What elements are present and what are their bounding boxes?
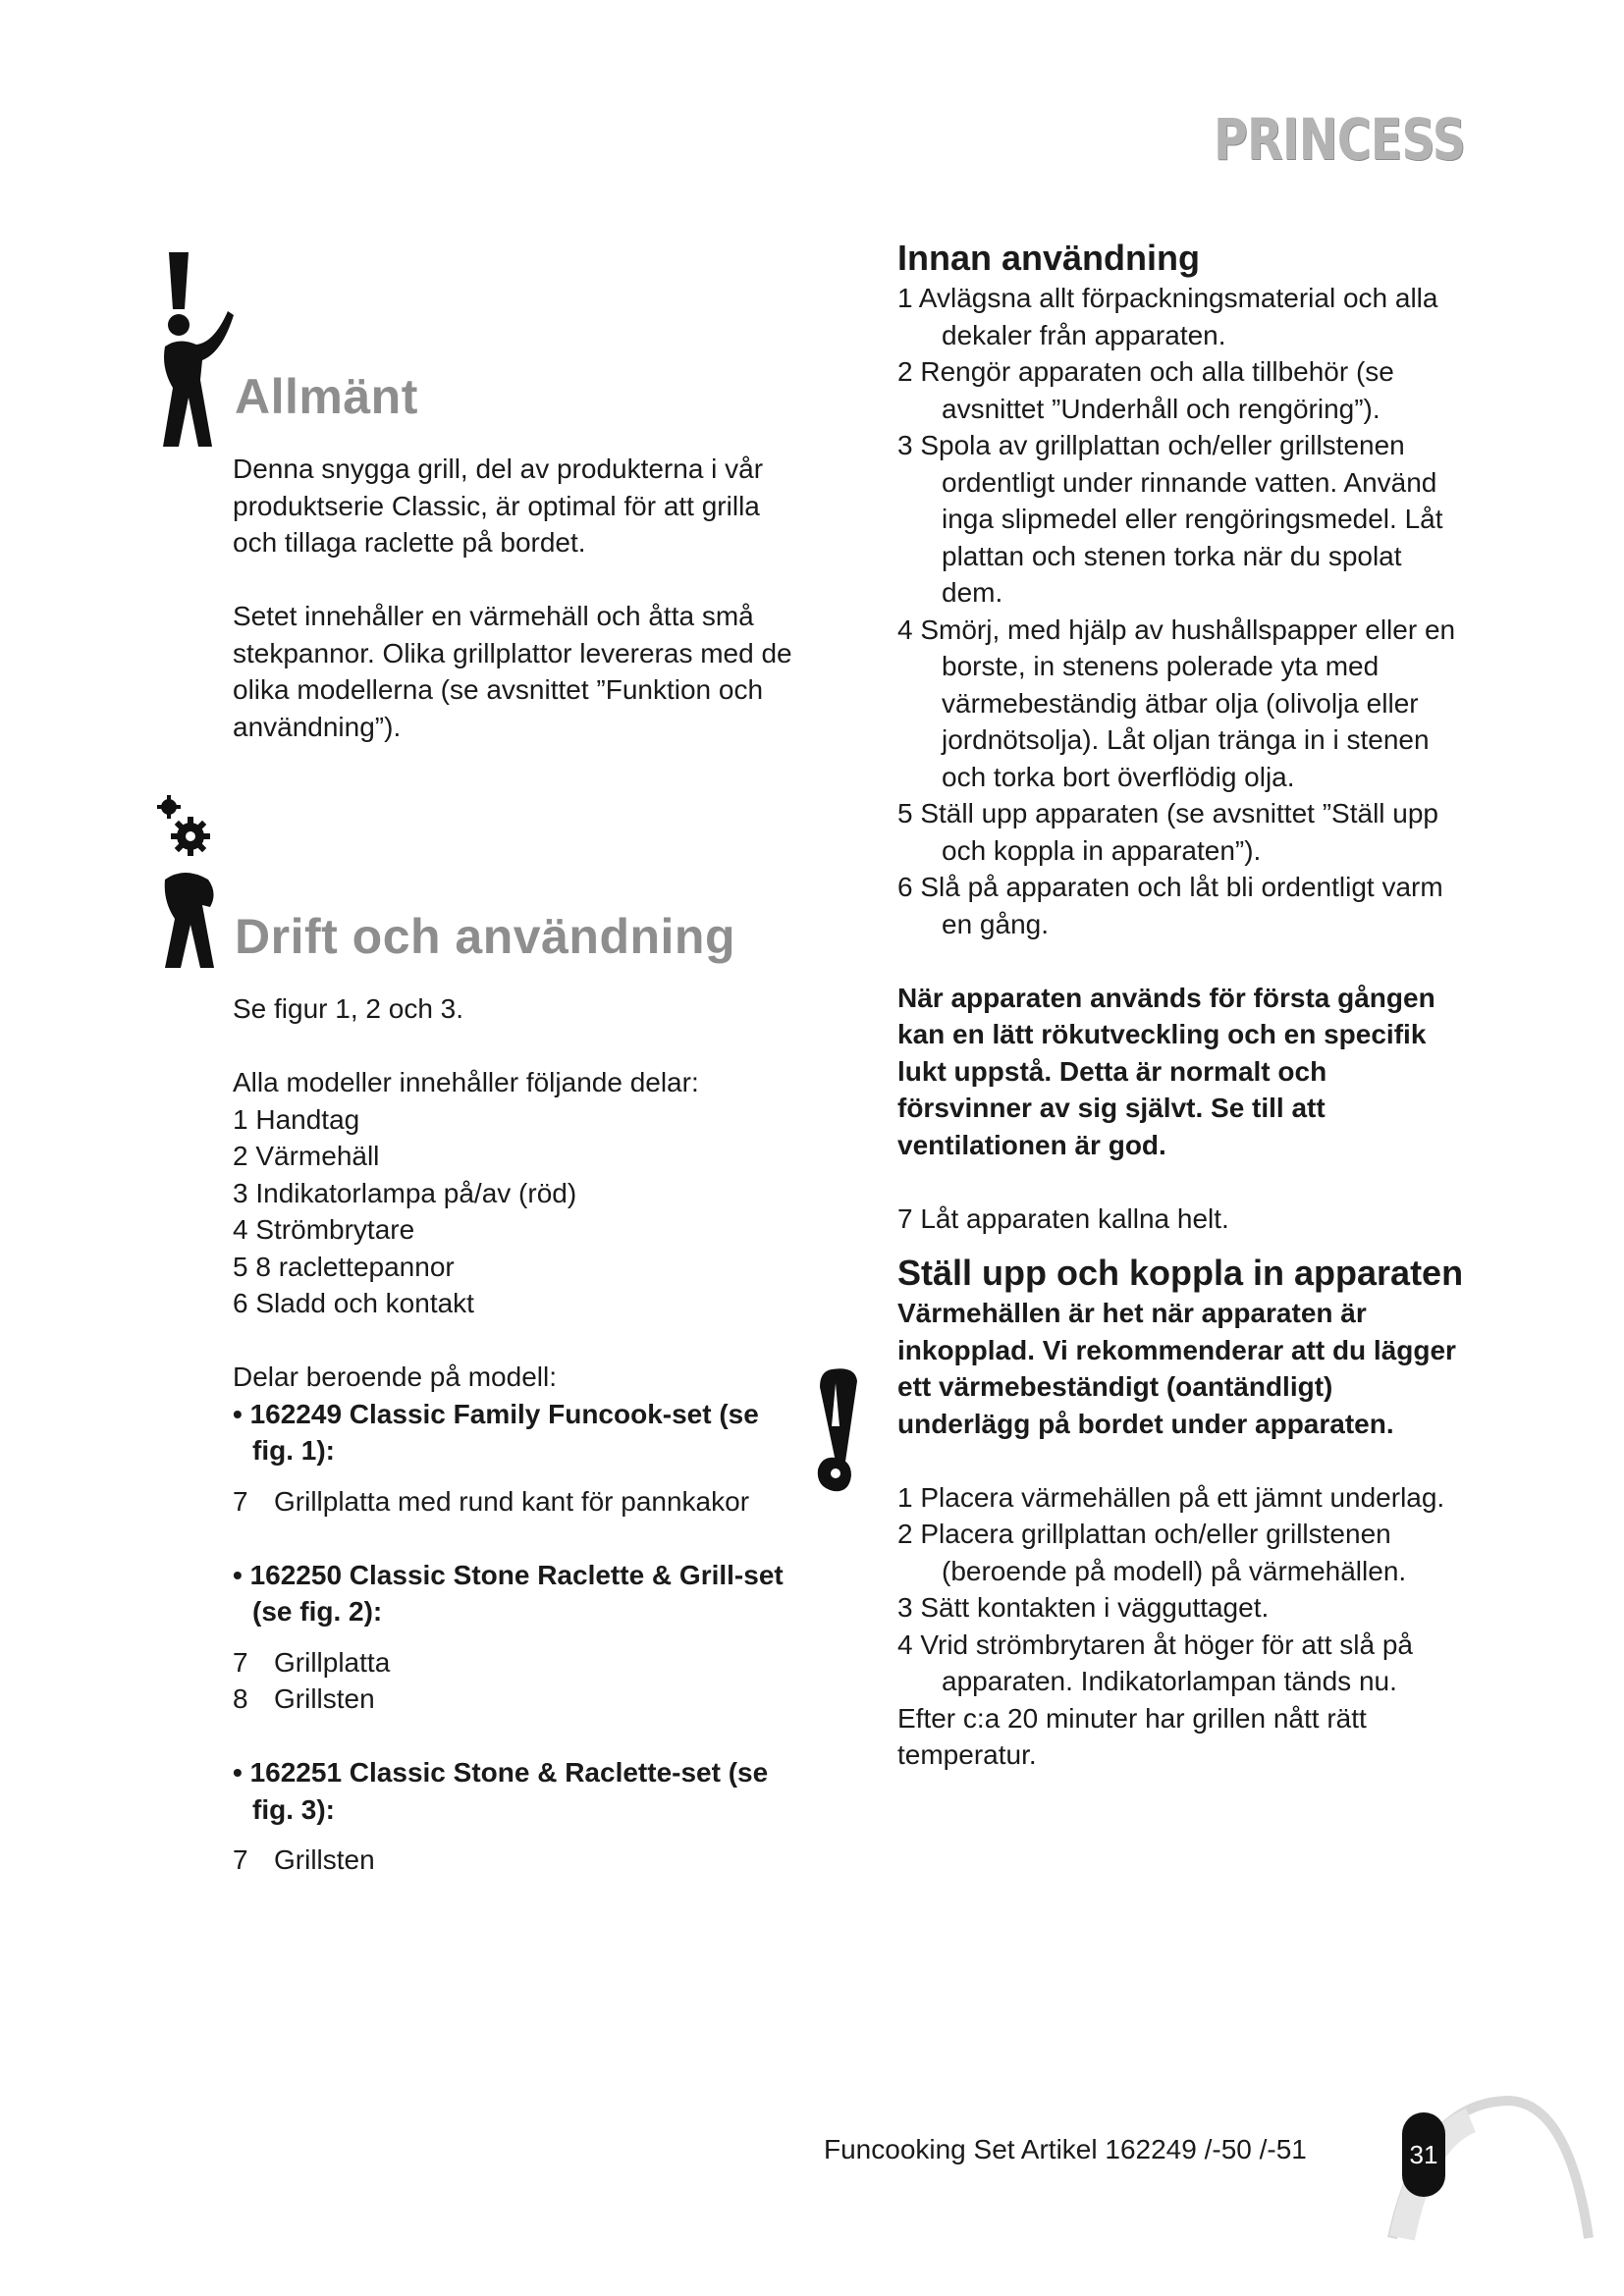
closing-text: Efter c:a 20 minuter har grillen nått rätt temperatur.: [897, 1702, 1367, 1770]
parts-intro: Alla modeller innehåller följande delar:: [233, 1067, 699, 1097]
section-heading-innan: Innan användning: [897, 238, 1201, 278]
innan-section: [897, 236, 1467, 1774]
allmant-body: [233, 451, 802, 745]
list-item: 3 Spola av grillplattan och/eller grillstenen ordentligt under rinnande vatten. Använd inga slipmedel eller rengöringsmedel. Låt plattan och stenen torka när du spolat dem.: [897, 430, 1443, 608]
list-item: 3 Indikatorlampa på/av (röd): [233, 1177, 577, 1208]
section-heading-allmant: Allmänt: [235, 369, 418, 424]
page-number-value: 31: [1409, 2139, 1438, 2169]
list-item: 1 Placera värmehällen på ett jämnt underlag.: [897, 1481, 1445, 1513]
model-part: [233, 1681, 802, 1718]
information-person-icon: [157, 250, 236, 452]
model-part: [233, 1483, 802, 1521]
model-part-text: Grillsten: [274, 1844, 375, 1875]
drift-body: [233, 990, 802, 1879]
list-item: 1 Handtag: [233, 1103, 360, 1135]
model-title: • 162249 Classic Family Funcook-set (se fig. 1):: [233, 1398, 759, 1466]
section-heading-drift: Drift och användning: [235, 909, 735, 964]
gear-person-icon: [155, 795, 234, 972]
list-item: 6 Slå på apparaten och låt bli ordentligt varm en gång.: [897, 872, 1443, 939]
list-item: 4 Strömbrytare: [233, 1214, 415, 1245]
list-item: 2 Värmehäll: [233, 1141, 380, 1171]
list-item: 4 Smörj, med hjälp av hushållspapper eller en borste, in stenens polerade yta med värmebeständig ätbar olja (olivolja eller jordnötsolja). Låt oljan tränga in i stenen och torka bort överflödig olja.: [897, 614, 1456, 792]
list-item: 3 Sätt kontakten i vägguttaget.: [897, 1592, 1270, 1623]
list-item: 5 Ställ upp apparaten (se avsnittet ”Ställ upp och koppla in apparaten”).: [897, 798, 1439, 866]
parts-list: [233, 1101, 802, 1322]
model-part: [233, 1842, 802, 1879]
model-part: [233, 1644, 802, 1682]
setup-steps: [897, 1479, 1467, 1700]
model-part-number: 8: [233, 1683, 248, 1714]
brand-logo: [1214, 106, 1465, 173]
list-item: 2 Rengör apparaten och alla tillbehör (se avsnittet ”Underhåll och rengöring”).: [897, 356, 1394, 424]
model-part-number: 7: [233, 1844, 248, 1875]
list-item: 7 Låt apparaten kallna helt.: [897, 1202, 1229, 1234]
allmant-paragraph-1: Denna snygga grill, del av produkterna i vår produktserie Classic, är optimal för att grilla och tillaga raclette på bordet.: [233, 454, 764, 558]
model-title: • 162251 Classic Stone & Raclette-set (se fig. 3):: [233, 1757, 769, 1825]
brand-logo-text: PRINCESS: [1214, 106, 1466, 173]
drift-intro: Se figur 1, 2 och 3.: [233, 993, 464, 1024]
list-item: 5 8 raclettepannor: [233, 1251, 455, 1282]
list-item: 6 Sladd och kontakt: [233, 1288, 474, 1318]
list-item: 2 Placera grillplattan och/eller grillstenen (beroende på modell) på värmehällen.: [897, 1519, 1407, 1586]
innan-steps: [897, 280, 1467, 942]
footer-text: Funcooking Set Artikel 162249 /-50 /-51: [824, 2134, 1307, 2164]
page-number: [1402, 2112, 1445, 2197]
model-title: • 162250 Classic Stone Raclette & Grill-set (se fig. 2):: [233, 1559, 784, 1627]
decorative-arc: [1363, 2081, 1598, 2248]
model-part-text: Grillsten: [274, 1683, 375, 1714]
model-part-number: 7: [233, 1485, 248, 1517]
warning-icon: [812, 1367, 861, 1495]
model-part-text: Grillplatta: [274, 1646, 391, 1678]
model-intro: Delar beroende på modell:: [233, 1362, 557, 1392]
first-use-notice: När apparaten används för första gången kan en lätt rökutveckling och en specifik lukt uppstå. Detta är normalt och försvinner av sig självt. Se till att ventilationen är god.: [897, 982, 1435, 1160]
model-part-text: Grillplatta med rund kant för pannkakor: [274, 1485, 750, 1517]
model-part-number: 7: [233, 1646, 248, 1678]
section-heading-setup: Ställ upp och koppla in apparaten: [897, 1253, 1464, 1293]
allmant-paragraph-2: Setet innehåller en värmehäll och åtta små stekpannor. Olika grillplattor levereras med de olika modellerna (se avsnittet ”Funktion och användning”).: [233, 601, 792, 742]
heat-warning: Värmehällen är het när apparaten är inkopplad. Vi rekommenderar att du lägger ett värmebeständigt (oantändligt) underlägg på bordet under apparaten.: [897, 1298, 1456, 1439]
list-item: 4 Vrid strömbrytaren åt höger för att slå på apparaten. Indikatorlampan tänds nu.: [897, 1629, 1413, 1696]
list-item: 1 Avlägsna allt förpackningsmaterial och alla dekaler från apparaten.: [897, 283, 1438, 350]
